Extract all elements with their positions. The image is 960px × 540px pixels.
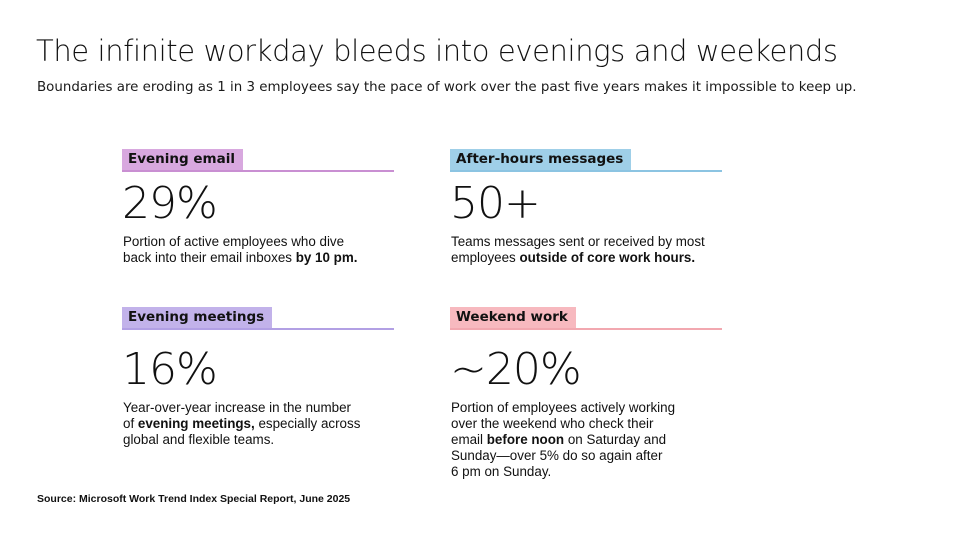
card-stat: ~20%	[450, 344, 581, 395]
card-tag: Weekend work	[450, 307, 576, 328]
card-description	[123, 400, 394, 448]
page-subtitle: Boundaries are eroding as 1 in 3 employees say the pace of work over the past five years makes it impossible to keep up.	[37, 80, 857, 95]
description-line	[123, 250, 394, 266]
card-rule	[122, 328, 394, 330]
source-note: Source: Microsoft Work Trend Index Special Report, June 2025	[37, 493, 351, 505]
description-text: email	[451, 432, 487, 447]
page-title: The infinite workday bleeds into evenings and weekends	[36, 34, 838, 68]
card-weekend-work	[450, 307, 722, 480]
card-tag: Evening meetings	[122, 307, 272, 328]
card-tag: Evening email	[122, 149, 243, 170]
description-text: of	[123, 416, 138, 431]
description-line	[451, 234, 722, 250]
description-text: employees	[451, 250, 520, 265]
description-line	[451, 400, 722, 416]
description-line	[451, 448, 722, 464]
description-text: Teams messages sent or received by most	[451, 234, 705, 249]
emphasis-text: outside of core work hours.	[519, 250, 696, 265]
card-stat: 50+	[450, 178, 540, 229]
description-text: Year-over-year increase in the number	[123, 400, 352, 415]
card-description	[123, 234, 394, 266]
card-description	[451, 234, 722, 266]
emphasis-text: evening meetings,	[137, 416, 255, 431]
description-line	[123, 432, 394, 448]
description-line	[123, 416, 394, 432]
card-rule	[122, 170, 394, 172]
description-line	[451, 250, 722, 266]
card-stat: 16%	[122, 344, 217, 395]
description-text: especially across	[254, 416, 361, 431]
card-evening-meetings	[122, 307, 394, 448]
description-text: on Saturday and	[564, 432, 667, 447]
description-text: global and flexible teams.	[123, 432, 275, 447]
description-text: Sunday—over 5% do so again after	[451, 448, 663, 463]
card-rule	[450, 170, 722, 172]
description-line	[123, 400, 394, 416]
description-text: Portion of employees actively working	[451, 400, 676, 415]
card-stat: 29%	[122, 178, 217, 229]
description-text: Portion of active employees who dive	[123, 234, 345, 249]
description-line	[123, 234, 394, 250]
description-text: 6 pm on Sunday.	[451, 464, 552, 479]
description-line	[451, 432, 722, 448]
description-line	[451, 416, 722, 432]
description-line	[451, 464, 722, 480]
description-text: over the weekend who check their	[451, 416, 654, 431]
card-tag: After-hours messages	[450, 149, 631, 170]
card-evening-email	[122, 149, 394, 266]
emphasis-text: before noon	[486, 432, 565, 447]
emphasis-text: by 10 pm.	[295, 250, 358, 265]
description-text: back into their email inboxes	[123, 250, 296, 265]
card-after-hours-messages	[450, 149, 722, 266]
card-rule	[450, 328, 722, 330]
card-description	[451, 400, 722, 480]
